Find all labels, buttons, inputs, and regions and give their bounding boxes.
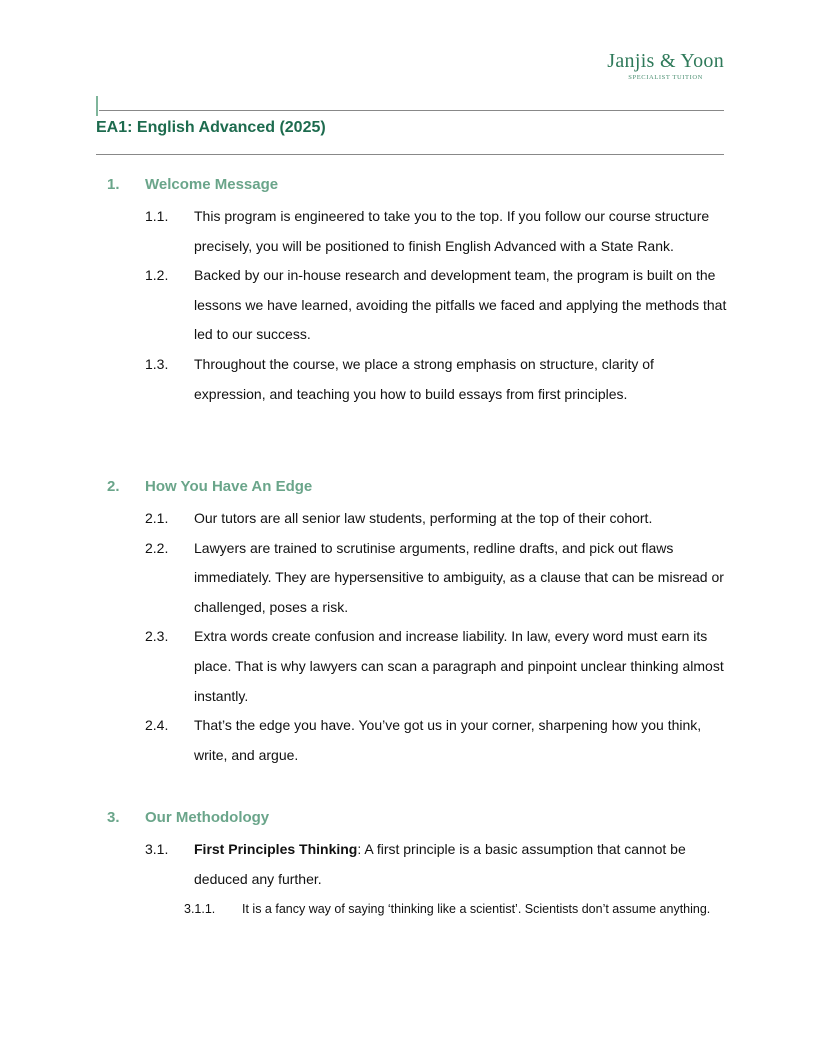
item-number: 1.2. <box>145 267 169 284</box>
item-number: 1.1. <box>145 208 169 224</box>
item-text-rest: : A first principle is a basic assumption that cannot be deduced any further. <box>194 841 686 887</box>
section-how-you-have-an-edge <box>0 478 822 770</box>
section-our-methodology <box>0 809 822 923</box>
item-number: 2.3. <box>145 628 169 645</box>
item-text: Lawyers are trained to scrutinise arguments, redline drafts, and pick out flaws immediately. They are hypersensitive to ambiguity, as a clause that can be misread or challenged, poses a risk. <box>194 539 724 615</box>
sub-list-item <box>0 896 822 923</box>
item-text: This program is engineered to take you to the top. If you follow our course structure precisely, you will be positioned to finish English Advanced with a State Rank. <box>194 208 710 254</box>
section-number: 2. <box>107 478 120 495</box>
text-cursor <box>96 96 98 116</box>
item-text: Backed by our in-house research and development team, the program is built on the lessons we have learned, avoiding the pitfalls we faced and applying the methods that led to our success. <box>194 267 727 343</box>
logo-name: Janjis & Yoon <box>607 50 724 72</box>
section-number: 1. <box>107 176 120 193</box>
list-item <box>0 504 822 534</box>
item-number: 2.4. <box>145 717 169 734</box>
list-item <box>0 261 822 350</box>
item-number: 2.2. <box>145 539 169 556</box>
section-title: Welcome Message <box>145 176 279 193</box>
subitem-text: It is a fancy way of saying ‘thinking like a scientist’. Scientists don’t assume anything. <box>242 902 711 917</box>
list-item <box>0 350 822 409</box>
list-item <box>0 711 822 770</box>
header-rule-top <box>99 110 724 111</box>
item-text: Throughout the course, we place a strong emphasis on structure, clarity of expression, and teaching you how to build essays from first principles. <box>194 355 654 402</box>
item-bold-term: First Principles Thinking <box>194 841 358 857</box>
item-text <box>194 835 728 894</box>
subitem-number: 3.1.1. <box>184 902 216 917</box>
section-number: 3. <box>107 809 120 826</box>
item-text: Extra words create confusion and increase liability. In law, every word must earn its place. That is why lawyers can scan a paragraph and pinpoint unclear thinking almost instantly. <box>194 628 724 704</box>
list-item <box>0 835 822 894</box>
item-text: That’s the edge you have. You’ve got us in your corner, sharpening how you think, write, and argue. <box>194 717 702 763</box>
list-item <box>0 534 822 623</box>
section-title: How You Have An Edge <box>145 478 313 495</box>
list-item <box>0 622 822 711</box>
list-item <box>0 202 822 261</box>
item-number: 3.1. <box>145 841 169 857</box>
logo-tagline: SPECIALIST TUITION <box>628 74 703 81</box>
brand-logo <box>607 50 724 81</box>
section-welcome-message <box>0 176 822 409</box>
item-number: 2.1. <box>145 510 169 526</box>
section-title: Our Methodology <box>145 809 270 826</box>
header-rule-bottom <box>96 154 724 155</box>
document-title: EA1: English Advanced (2025) <box>96 119 326 136</box>
item-number: 1.3. <box>145 355 169 372</box>
item-text: Our tutors are all senior law students, performing at the top of their cohort. <box>194 510 653 526</box>
